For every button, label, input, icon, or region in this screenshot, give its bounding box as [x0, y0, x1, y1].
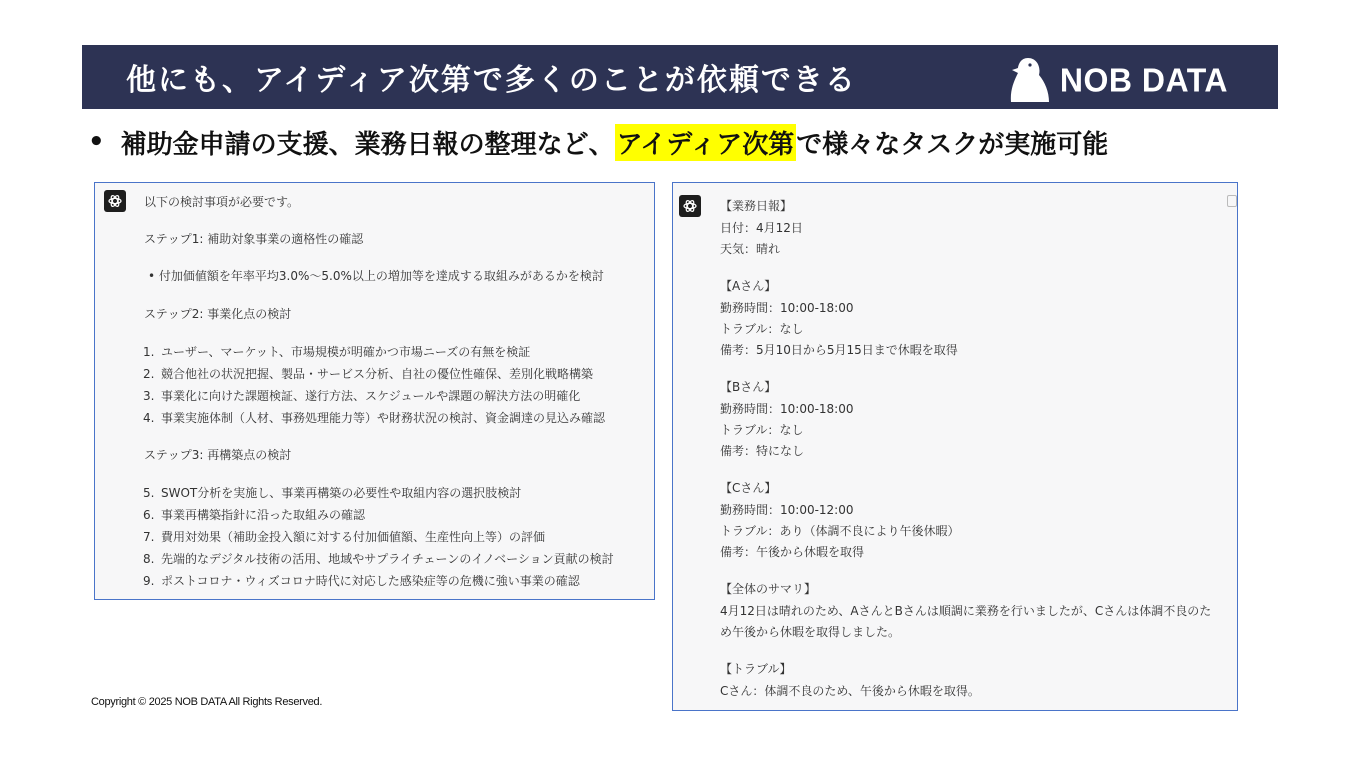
report-line: 天気：晴れ — [720, 242, 781, 256]
slide-title: 他にも、アイディア次第で多くのことが依頼できる — [126, 63, 857, 98]
report-line: 【トラブル】 — [720, 662, 792, 676]
report-line: 4月12日は晴れのため、AさんとBさんは順調に業務を行いましたが、Cさんは体調不良のた — [720, 604, 1212, 618]
report-line: トラブル：なし — [720, 423, 804, 437]
logo-text: NOB DATA — [1059, 60, 1228, 99]
report-line: トラブル：なし — [720, 322, 804, 336]
report-line: め午後から休暇を取得しました。 — [720, 625, 901, 639]
report-line: 勤務時間：10:00-12:00 — [720, 503, 854, 517]
copyright-notice: Copyright © 2025 NOB DATA All Rights Reserved. — [91, 696, 323, 708]
report-line: 勤務時間：10:00-18:00 — [720, 402, 854, 416]
step3-heading: ステップ3: 再構築点の検討 — [144, 448, 292, 462]
copy-icon[interactable] — [1227, 195, 1237, 207]
daily-report-chat-screenshot — [672, 182, 1238, 711]
bullet-text-after: で様々なタスクが実施可能 — [796, 129, 1109, 160]
report-line: 【業務日報】 — [720, 199, 793, 213]
list-item: 3. 事業化に向けた課題検証、遂行方法、スケジュールや課題の解決方法の明確化 — [143, 389, 581, 403]
penguin-logo-icon — [1008, 56, 1052, 104]
list-item: 1. ユーザー、マーケット、市場規模が明確かつ市場ニーズの有無を検証 — [143, 345, 531, 359]
report-line: 【Aさん】 — [720, 279, 777, 293]
bullet-marker: • — [88, 127, 105, 157]
step1-heading: ステップ1: 補助対象事業の適格性の確認 — [144, 232, 364, 246]
report-line: 日付：4月12日 — [720, 221, 803, 235]
subsidy-chat-screenshot — [94, 182, 655, 600]
title-banner — [82, 45, 1278, 109]
chatgpt-logo-icon — [104, 190, 126, 212]
list-item: 5. SWOT分析を実施し、事業再構築の必要性や取組内容の選択肢検討 — [143, 486, 522, 500]
report-line: 備考：特になし — [720, 444, 805, 458]
report-line: 勤務時間：10:00-18:00 — [720, 301, 854, 315]
list-item: 6. 事業再構築指針に沿った取組みの確認 — [143, 508, 366, 522]
list-item: 9. ポストコロナ・ウィズコロナ時代に対応した感染症等の危機に強い事業の確認 — [143, 574, 580, 588]
report-line: 【Bさん】 — [720, 380, 777, 394]
bullet-point — [88, 122, 1108, 162]
list-item: 8. 先端的なデジタル技術の活用、地域やサプライチェーンのイノベーション貢献の検討 — [143, 552, 614, 566]
list-item: 7. 費用対効果（補助金投入額に対する付加価値額、生産性向上等）の評価 — [143, 530, 546, 544]
list-bullet: • — [148, 269, 159, 283]
nob-data-logo — [1008, 57, 1228, 103]
report-line: 備考：5月10日から5月15日まで休暇を取得 — [720, 343, 958, 357]
report-line: トラブル：あり（体調不良により午後休暇） — [720, 524, 960, 538]
step1-bullet-text: 付加価値額を年率平均3.0%〜5.0%以上の増加等を達成する取組みがあるかを検討 — [158, 269, 604, 283]
step2-heading: ステップ2: 事業化点の検討 — [144, 307, 292, 321]
report-line: 備考：午後から休暇を取得 — [720, 545, 865, 559]
step1-bullet — [148, 267, 604, 284]
report-line: 【全体のサマリ】 — [720, 582, 817, 596]
chatgpt-logo-icon — [679, 195, 701, 217]
bullet-highlight: アイディア次第 — [615, 124, 797, 161]
list-item: 4. 事業実施体制（人材、事務処理能力等）や財務状況の検討、資金調達の見込み確認 — [143, 411, 606, 425]
report-line: Cさん：体調不良のため、午後から休暇を取得。 — [720, 684, 980, 698]
bullet-text-before: 補助金申請の支援、業務日報の整理など、 — [120, 129, 615, 160]
intro-text: 以下の検討事項が必要です。 — [144, 195, 300, 209]
report-line: 【Cさん】 — [720, 481, 777, 495]
list-item: 2. 競合他社の状況把握、製品・サービス分析、自社の優位性確保、差別化戦略構築 — [143, 367, 594, 381]
